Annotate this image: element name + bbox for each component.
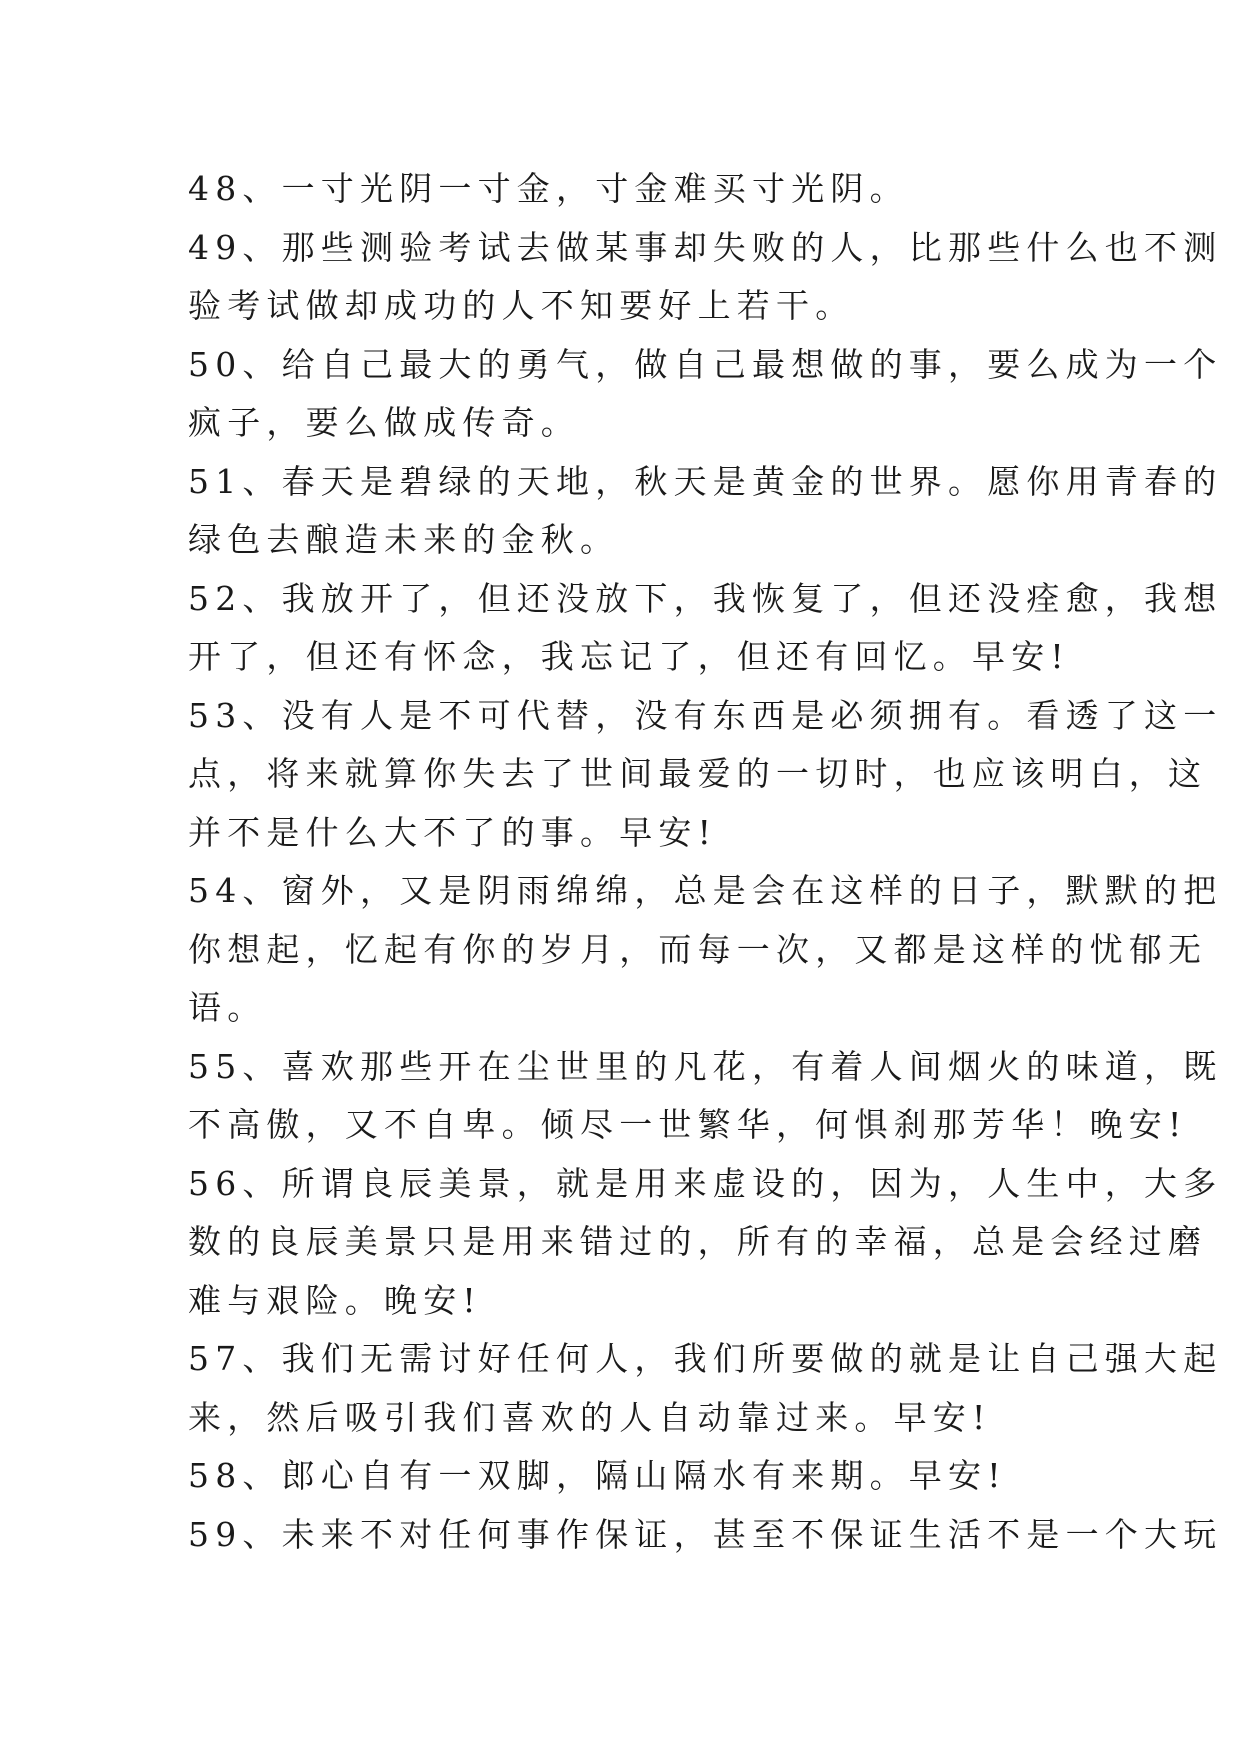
text-line: 你想起，忆起有你的岁月，而每一次，又都是这样的忧郁无: [188, 929, 1208, 969]
text-line: 来，然后吸引我们喜欢的人自动靠过来。早安!: [188, 1397, 992, 1437]
text-line: 52、我放开了，但还没放下，我恢复了，但还没痊愈，我想: [188, 578, 1223, 618]
text-line: 并不是什么大不了的事。早安!: [188, 812, 718, 852]
text-line: 55、喜欢那些开在尘世里的凡花，有着人间烟火的味道，既: [188, 1046, 1223, 1086]
text-line: 57、我们无需讨好任何人，我们所要做的就是让自己强大起: [188, 1339, 1223, 1378]
text-line: 53、没有人是不可代替，没有东西是必须拥有。看透了这一: [188, 695, 1223, 735]
text-line: 疯子，要么做成传奇。: [188, 403, 580, 442]
text-line: 49、那些测验考试去做某事却失败的人，比那些什么也不测: [188, 227, 1223, 267]
text-line: 50、给自己最大的勇气，做自己最想做的事，要么成为一个: [188, 344, 1223, 384]
text-body: [188, 160, 1223, 1564]
text-line: 难与艰险。晚安!: [188, 1280, 482, 1320]
text-line: 语。: [188, 988, 267, 1027]
text-line: 56、所谓良辰美景，就是用来虚设的，因为，人生中，大多: [188, 1163, 1223, 1203]
text-line: 验考试做却成功的人不知要好上若干。: [188, 286, 855, 325]
text-line: 数的良辰美景只是用来错过的，所有的幸福，总是会经过磨: [188, 1222, 1208, 1261]
text-line: 58、郎心自有一双脚，隔山隔水有来期。早安!: [188, 1456, 1007, 1495]
text-line: 51、春天是碧绿的天地，秋天是黄金的世界。愿你用青春的: [188, 461, 1223, 501]
text-line: 59、未来不对任何事作保证，甚至不保证生活不是一个大玩: [188, 1514, 1223, 1554]
text-line: 48、一寸光阴一寸金，寸金难买寸光阴。: [188, 169, 909, 208]
text-line: 开了，但还有怀念，我忘记了，但还有回忆。早安!: [188, 637, 1070, 676]
text-line: 点，将来就算你失去了世间最爱的一切时，也应该明白，这: [188, 754, 1208, 793]
text-line: 不高傲，又不自卑。倾尽一世繁华，何惧刹那芳华！晚安!: [188, 1105, 1188, 1144]
text-line: 54、窗外，又是阴雨绵绵，总是会在这样的日子，默默的把: [188, 871, 1223, 910]
text-line: 绿色去酿造未来的金秋。: [188, 520, 620, 559]
